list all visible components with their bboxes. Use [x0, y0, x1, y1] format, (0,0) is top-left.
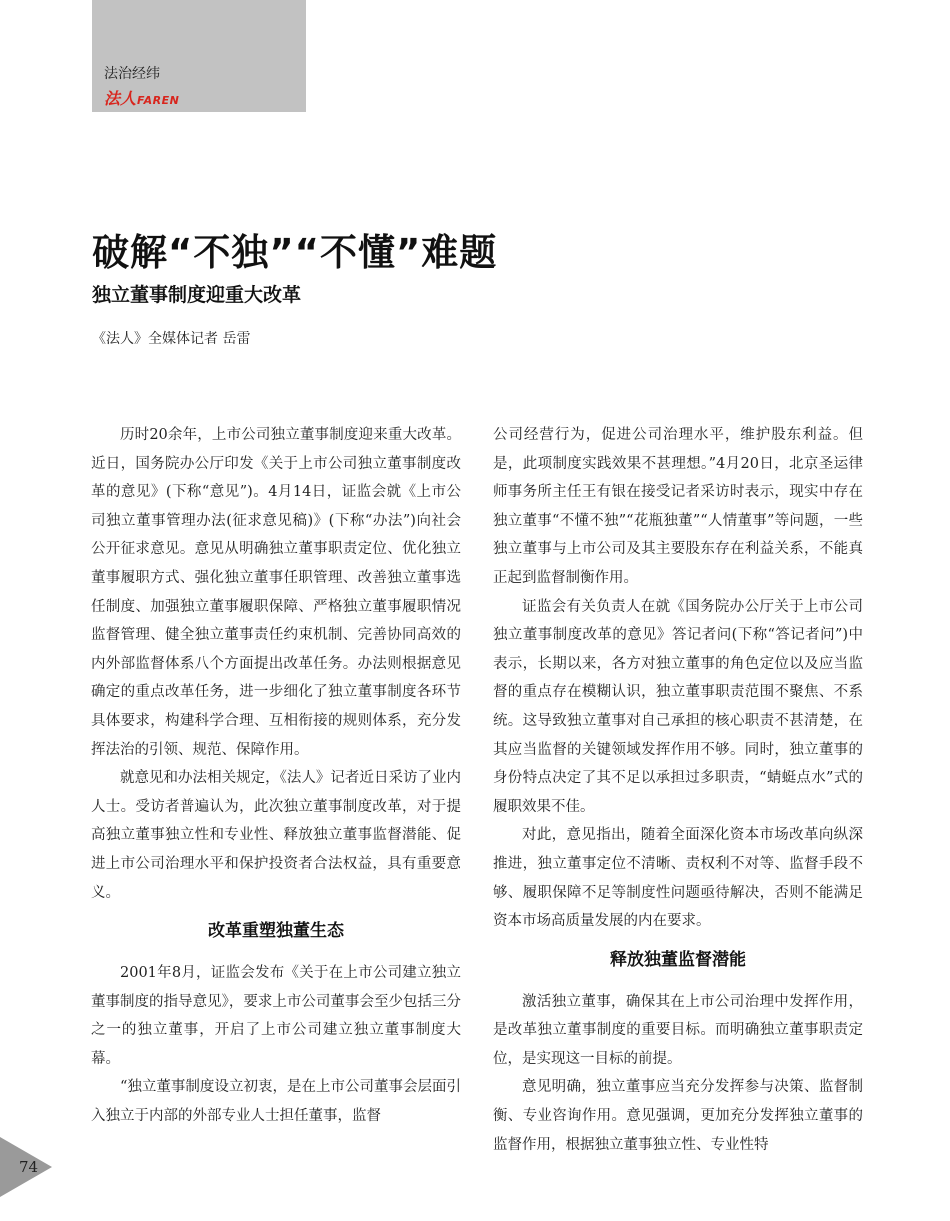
- paragraph: 2001年8月，证监会发布《关于在上市公司建立独立董事制度的指导意见》，要求上市公司董事会至少包括三分之一的独立董事，开启了上市公司建立独立董事制度大幕。: [91, 965, 461, 1067]
- paragraph: 对此，意见指出，随着全面深化资本市场改革向纵深推进，独立董事定位不清晰、责权利不对等、监督手段不够、履职保障不足等制度性问题亟待解决，否则不能满足资本市场高质量发展的内在要求。: [493, 827, 863, 930]
- article-byline: 《法人》全媒体记者 岳雷: [92, 331, 251, 347]
- paragraph: “独立董事制度设立初衷，是在上市公司董事会层面引入独立于内部的外部专业人士担任董事，监督: [91, 1079, 461, 1125]
- paragraph: 激活独立董事，确保其在上市公司治理中发挥作用，是改革独立董事制度的重要目标。而明确独立董事职责定位，是实现这一目标的前提。: [493, 993, 863, 1067]
- paragraph: 意见明确，独立董事应当充分发挥参与决策、监督制衡、专业咨询作用。意见强调，更加充分发挥独立董事的监督作用，根据独立董事独立性、专业性特: [493, 1079, 863, 1153]
- right-column: [493, 421, 863, 1159]
- paragraph: 公司经营行为，促进公司治理水平，维护股东利益。但是，此项制度实践效果不甚理想。”4月20日，北京圣运律师事务所主任王有银在接受记者采访时表示，现实中存在独立董事“不懂不独”“花瓶独董”“人情董事”等问题，一些独立董事与上市公司及其主要股东存在利益关系，不能真正起到监督制衡作用。: [493, 427, 863, 586]
- page-number: 74: [19, 1158, 39, 1176]
- section-header-box: [92, 0, 306, 112]
- section-heading: 释放独董监督潜能: [610, 949, 746, 970]
- brand-logo-en: FAREN: [137, 94, 180, 107]
- article-subtitle: 独立董事制度迎重大改革: [92, 284, 302, 306]
- brand-logo-cn: 法人: [104, 89, 137, 108]
- section-label: 法治经纬: [104, 66, 160, 82]
- article-title: 破解“不独”“不懂”难题: [92, 231, 498, 274]
- left-column: [91, 421, 461, 1131]
- paragraph: 历时20余年，上市公司独立董事制度迎来重大改革。近日，国务院办公厅印发《关于上市公司独立董事制度改革的意见》(下称“意见”)。4月14日，证监会就《上市公司独立董事管理办法(征求意见稿)》(下称“办法”)向社会公开征求意见。意见从明确独立董事职责定位、优化独立董事履职方式、强化独立董事任职管理、改善独立董事选任制度、加强独立董事履职保障、严格独立董事履职情况监督管理、健全独立董事责任约束机制、完善协同高效的内外部监督体系八个方面提出改革任务。办法则根据意见确定的重点改革任务，进一步细化了独立董事制度各环节具体要求，构建科学合理、互相衔接的规则体系，充分发挥法治的引领、规范、保障作用。: [91, 427, 461, 758]
- paragraph: 就意见和办法相关规定，《法人》记者近日采访了业内人士。受访者普遍认为，此次独立董事制度改革，对于提高独立董事独立性和专业性、释放独立董事监督潜能、促进上市公司治理水平和保护投资者合法权益，具有重要意义。: [91, 770, 461, 901]
- paragraph: 证监会有关负责人在就《国务院办公厅关于上市公司独立董事制度改革的意见》答记者问(下称“答记者问”)中表示，长期以来，各方对独立董事的角色定位以及应当监督的重点存在模糊认识，独立董事职责范围不聚焦、不系统。这导致独立董事对自己承担的核心职责不甚清楚，在其应当监督的关键领域发挥作用不够。同时，独立董事的身份特点决定了其不足以承担过多职责，“蜻蜓点水”式的履职效果不佳。: [493, 598, 863, 815]
- brand-logo: [104, 86, 179, 109]
- section-heading: 改革重塑独董生态: [208, 921, 344, 942]
